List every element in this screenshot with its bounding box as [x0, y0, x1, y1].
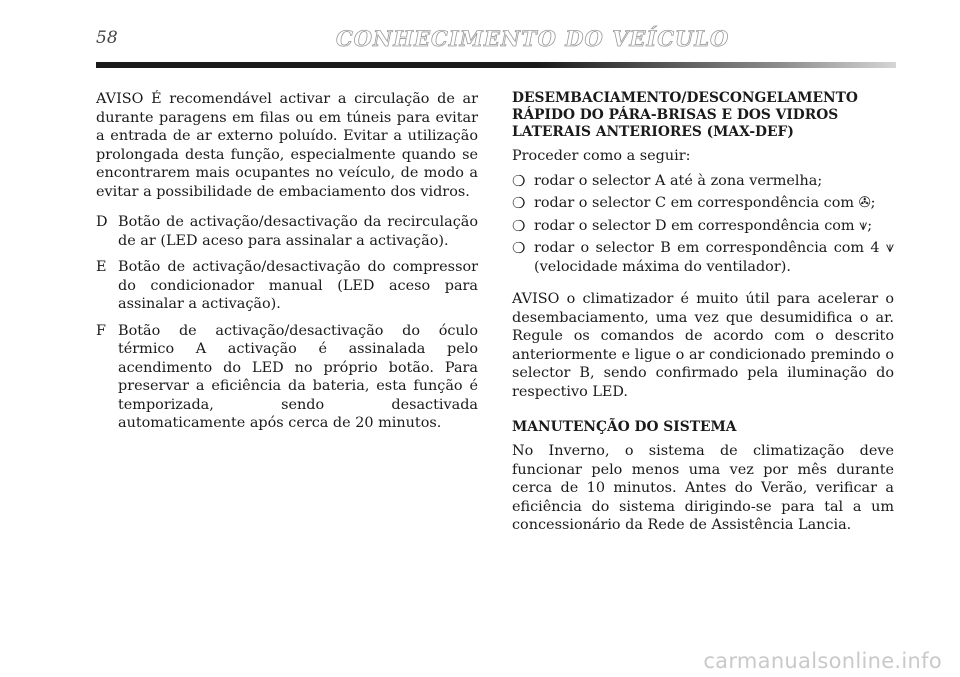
recirculation-warning: AVISO É recomendável activar a circulação de ar durante paragens em filas ou em túneis para evitar a entrada de ar externo poluído. Evitar a utilização prolongada desta função, especialmente quando se encontrarem mais ocupantes no veículo, de modo a evitar a possibilidade de embaciamento dos vidros.: [96, 91, 478, 200]
right-column: [512, 90, 894, 547]
page-number: 58: [96, 28, 118, 48]
climate-warning: AVISO o climatizador é muito útil para acelerar o desembaciamento, uma vez que desumidifica o ar. Regule os comandos de acordo com o descrito anteriormente e ligue o ar condicionado premindo o selector B, sendo confirmado pela iluminação do respectivo LED.: [512, 291, 894, 400]
control-key: E: [96, 259, 107, 275]
step-text: rodar o selector A até à zona vermelha;: [534, 172, 823, 189]
control-key: F: [96, 322, 106, 339]
circle-bullet-icon: ❍: [512, 239, 526, 257]
header-rule: [96, 62, 896, 68]
control-description: Botão de activação/desactivação da recirculação de ar (LED aceso para assinalar a activação).: [118, 214, 478, 249]
circle-bullet-icon: ❍: [512, 216, 526, 235]
procedure-steps: [512, 172, 894, 277]
circle-bullet-icon: ❍: [512, 171, 526, 190]
maintenance-heading: MANUTENÇÃO DO SISTEMA: [512, 419, 737, 435]
control-item-f: [96, 322, 478, 433]
control-item-d: [96, 213, 478, 250]
left-column: [96, 90, 478, 441]
maintenance-text: No Inverno, o sistema de climatização deve funcionar pelo menos uma vez por mês durante cerca de 10 minutos. Antes do Verão, verificar a eficiência do sistema dirigindo-se para tal a um concessionário da Rede de Assistência Lancia.: [512, 443, 894, 533]
control-description: Botão de activação/desactivação do compressor do condicionador manual (LED aceso para assinalar a activação).: [118, 259, 478, 312]
step-text: rodar o selector D em correspondência com ⩛;: [534, 217, 873, 234]
demist-heading: DESEMBACIAMENTO/DESCONGELAMENTO RÁPIDO DO PÁRA-BRISAS E DOS VIDROS LATERAIS ANTERIORES (MAX-DEF): [512, 90, 858, 140]
circle-bullet-icon: ❍: [512, 194, 526, 212]
page-header: [96, 28, 896, 58]
step-text: rodar o selector B em correspondência com 4 ⩛ (velocidade máxima do ventilador).: [534, 240, 894, 275]
control-key: D: [96, 214, 108, 230]
procedure-intro: Proceder como a seguir:: [512, 148, 691, 164]
list-item: [512, 172, 894, 191]
control-item-e: [96, 258, 478, 314]
list-item: [512, 194, 894, 213]
list-item: [512, 217, 894, 236]
step-text: rodar o selector C em correspondência com ✇;: [534, 195, 876, 211]
section-title: CONHECIMENTO DO VEÍCULO: [336, 26, 730, 51]
list-item: [512, 239, 894, 276]
control-description: Botão de activação/desactivação do óculo térmico A activação é assinalada pelo acendimento do LED no próprio botão. Para preservar a eficiência da bateria, esta função é temporizada, sendo desactivada automaticamente após cerca de 20 minutos.: [118, 322, 478, 431]
watermark: carmanualsonline.info: [703, 649, 942, 673]
